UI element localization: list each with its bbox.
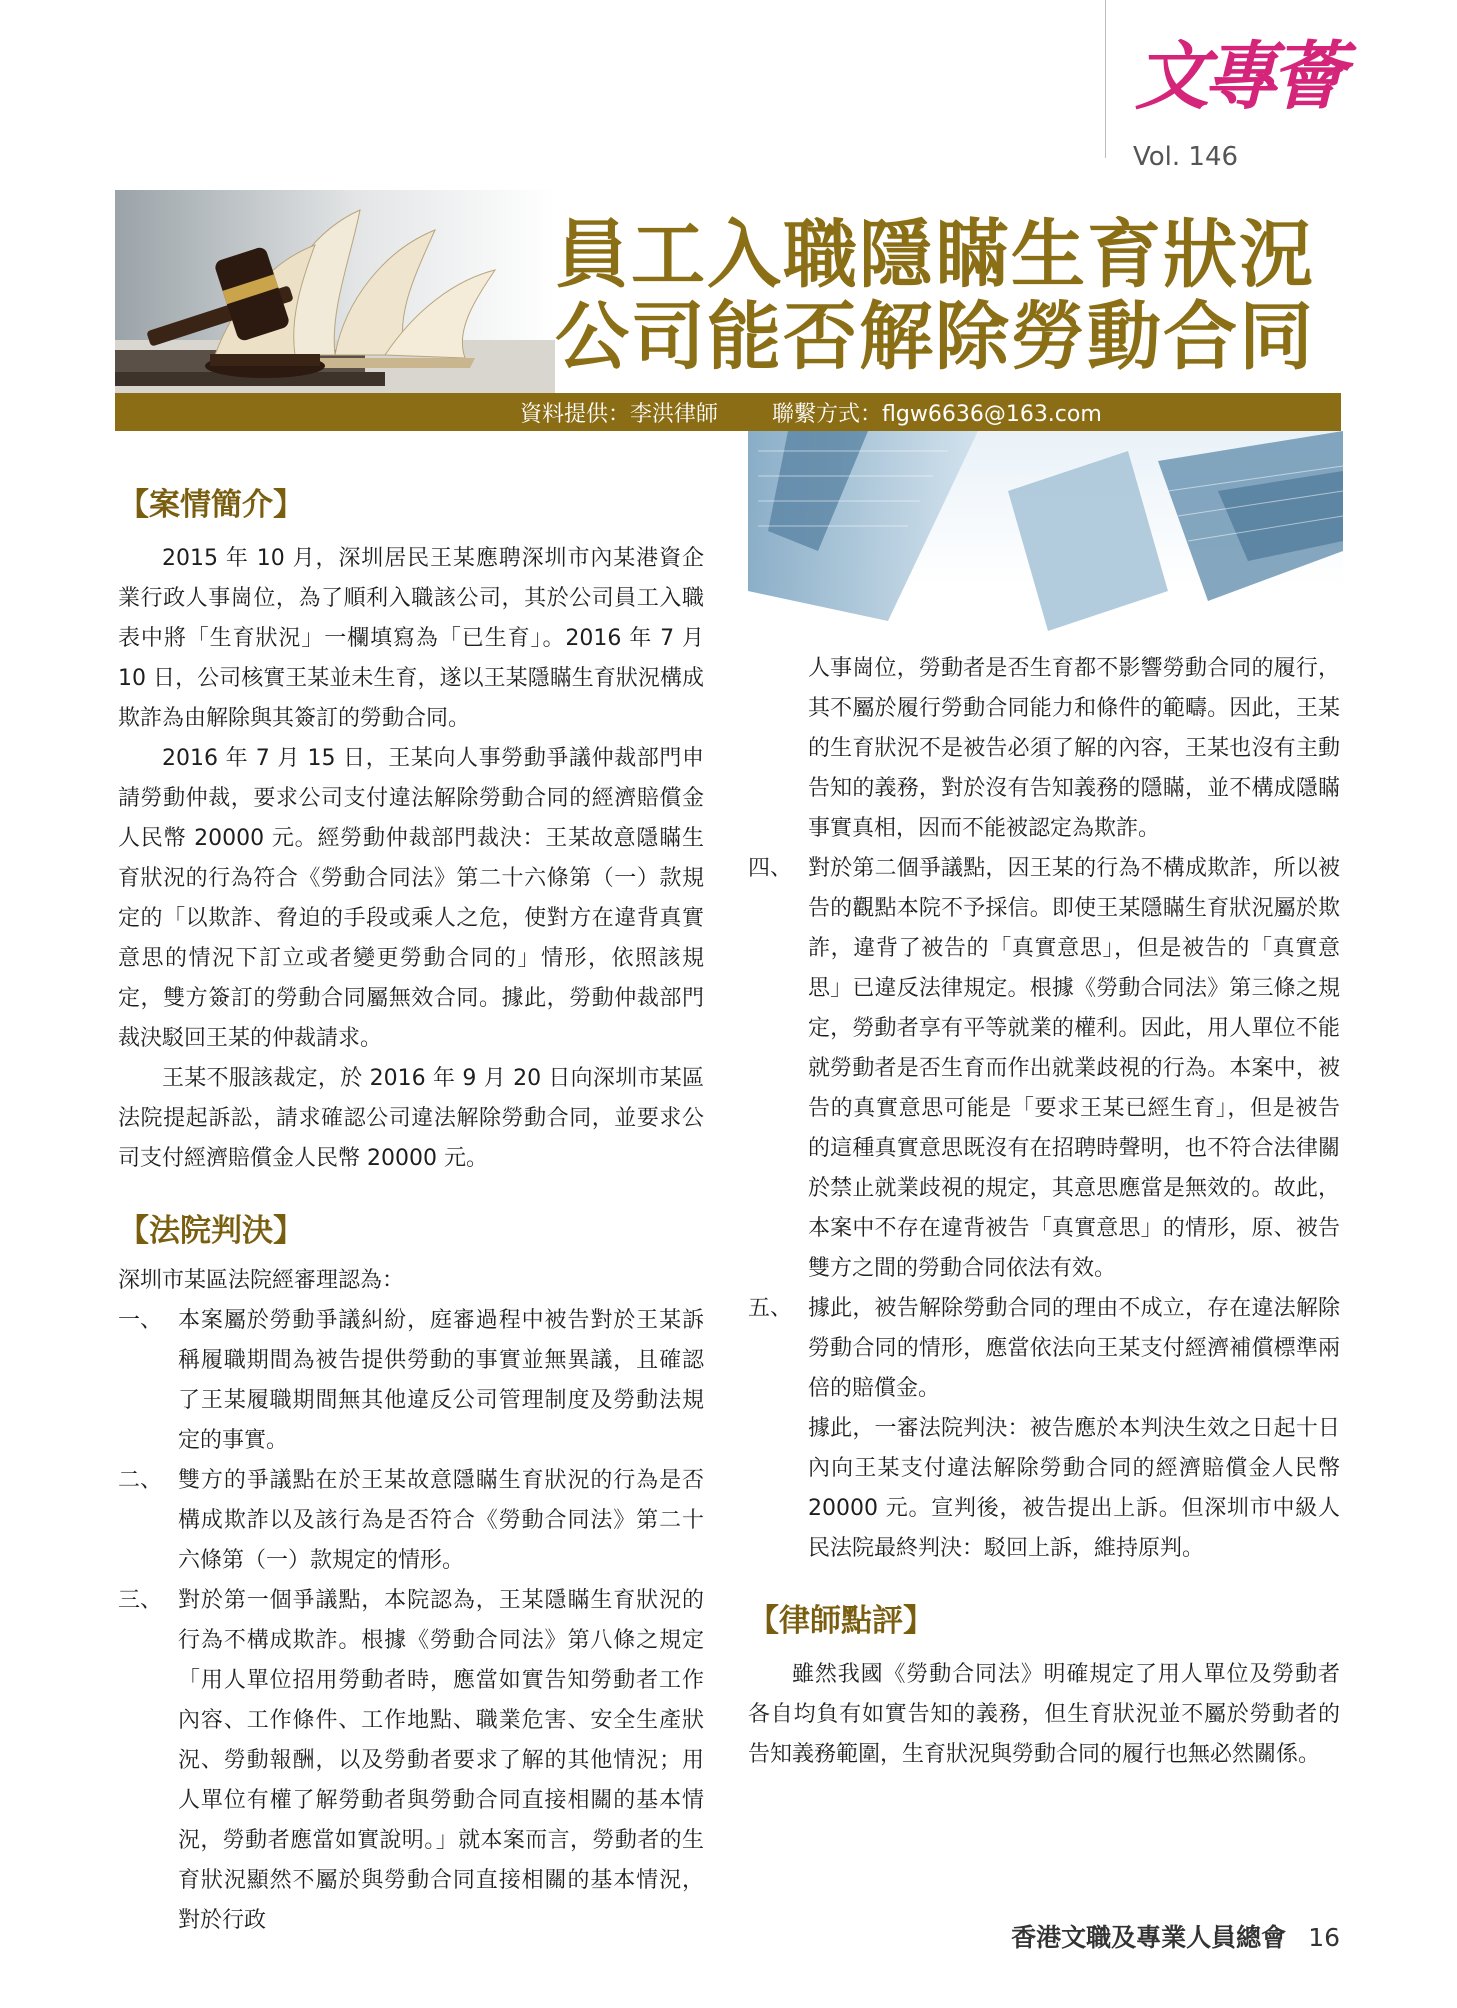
section-heading-judgment: 【法院判決】 bbox=[118, 1213, 304, 1249]
judgment-item-3-continued: 人事崗位，勞動者是否生育都不影響勞動合同的履行，其不屬於履行勞動合同能力和條件的範疇。因此，王某的生育狀況不是被告必須了解的內容，王某也沒有主動告知的義務，對於沒有告知義務的隱瞞，並不構成隱瞞事實真相，因而不能被認定為欺詐。 bbox=[808, 656, 1340, 841]
judgment-item-5: 五、 據此，被告解除勞動合同的理由不成立，存在違法解除勞動合同的情形，應當依法向王某支付經濟補償標準兩倍的賠償金。 bbox=[748, 1296, 1340, 1401]
judgment-item-4: 四、 對於第二個爭議點，因王某的行為不構成欺詐，所以被告的觀點本院不予採信。即使王某隱瞞生育狀況屬於欺詐，違背了被告的「真實意思」，但是被告的「真實意思」已違反法律規定。根據《勞動合同法》第三條之規定，勞動者享有平等就業的權利。因此，用人單位不能就勞動者是否生育而作出就業歧視的行為。本案中，被告的真實意思可能是「要求王某已經生育」，但是被告的這種真實意思既沒有在招聘時聲明，也不符合法律關於禁止就業歧視的規定，其意思應當是無效的。故此，本案中不存在違背被告「真實意思」的情形，原、被告雙方之間的勞動合同依法有效。 bbox=[748, 856, 1340, 1281]
verdict-paragraph: 據此，一審法院判決：被告應於本判決生效之日起十日內向王某支付違法解除勞動合同的經濟賠償金人民幣 20000 元。宣判後，被告提出上訴。但深圳市中級人民法院最終判決：駁回上訴，維持原判。 bbox=[808, 1416, 1340, 1561]
judgment-item-2: 二、 雙方的爭議點在於王某故意隱瞞生育狀況的行為是否構成欺詐以及該行為是否符合《勞動合同法》第二十六條第（一）款規定的情形。 bbox=[118, 1468, 704, 1573]
credit-line bbox=[520, 397, 1102, 428]
page-footer bbox=[1011, 1918, 1340, 1954]
credit-contact: 聯繫方式：flgw6636@163.com bbox=[772, 402, 1102, 427]
volume-number: Vol. 146 bbox=[1133, 142, 1239, 172]
footer-organization: 香港文職及專業人員總會 bbox=[1011, 1923, 1287, 1952]
magazine-logo: 文專薈 bbox=[1135, 34, 1339, 120]
section-heading-case-summary: 【案情簡介】 bbox=[118, 487, 304, 523]
page-number: 16 bbox=[1308, 1923, 1340, 1952]
case-paragraph-3: 王某不服該裁定，於 2016 年 9 月 20 日向深圳市某區法院提起訴訟，請求確認公司違法解除勞動合同，並要求公司支付經濟賠償金人民幣 20000 元。 bbox=[118, 1066, 704, 1171]
judgment-item-1: 一、 本案屬於勞動爭議糾紛，庭審過程中被告對於王某訴稱履職期間為被告提供勞動的事實並無異議，且確認了王某履職期間無其他違反公司管理制度及勞動法規定的事實。 bbox=[118, 1308, 704, 1453]
case-paragraph-2: 2016 年 7 月 15 日，王某向人事勞動爭議仲裁部門申請勞動仲裁，要求公司支付違法解除勞動合同的經濟賠償金人民幣 20000 元。經勞動仲裁部門裁決：王某故意隱瞞生育狀況的行為符合《勞動合同法》第二十六條第（一）款規定的「以欺詐、脅迫的手段或乘人之危，使對方在違背真實意思的情況下訂立或者變更勞動合同的」情形，依照該規定，雙方簽訂的勞動合同屬無效合同。據此，勞動仲裁部門裁決駁回王某的仲裁請求。 bbox=[118, 746, 704, 1051]
lawyer-comment-paragraph: 雖然我國《勞動合同法》明確規定了用人單位及勞動者各自均負有如實告知的義務，但生育狀況並不屬於勞動者的告知義務範圍，生育狀況與勞動合同的履行也無必然關係。 bbox=[748, 1662, 1340, 1767]
right-column bbox=[748, 649, 1340, 1775]
book-gavel-illustration bbox=[115, 190, 555, 398]
skyscraper-illustration bbox=[748, 431, 1343, 653]
header-divider bbox=[1105, 0, 1106, 158]
article-title-line-1: 員工入職隱瞞生育狀況 bbox=[555, 212, 1315, 298]
judgment-item-3: 三、 對於第一個爭議點，本院認為，王某隱瞞生育狀況的行為不構成欺詐。根據《勞動合同法》第八條之規定「用人單位招用勞動者時，應當如實告知勞動者工作內容、工作條件、工作地點、職業危害、安全生產狀況、勞動報酬，以及勞動者要求了解的其他情況；用人單位有權了解勞動者與勞動合同直接相關的基本情況，勞動者應當如實說明。」就本案而言，勞動者的生育狀況顯然不屬於與勞動合同直接相關的基本情況，對於行政 bbox=[118, 1588, 704, 1933]
case-paragraph-1: 2015 年 10 月，深圳居民王某應聘深圳市內某港資企業行政人事崗位，為了順利入職該公司，其於公司員工入職表中將「生育狀況」一欄填寫為「已生育」。2016 年 7 月 10 日，公司核實王某並未生育，遂以王某隱瞞生育狀況構成欺詐為由解除與其簽訂的勞動合同。 bbox=[118, 546, 704, 731]
section-heading-lawyer-comment: 【律師點評】 bbox=[748, 1603, 934, 1639]
credit-provider: 資料提供：李洪律師 bbox=[520, 402, 719, 427]
article-title-line-2: 公司能否解除勞動合同 bbox=[555, 294, 1315, 380]
judgment-intro: 深圳市某區法院經審理認為： bbox=[118, 1268, 405, 1293]
left-column bbox=[118, 483, 704, 1941]
